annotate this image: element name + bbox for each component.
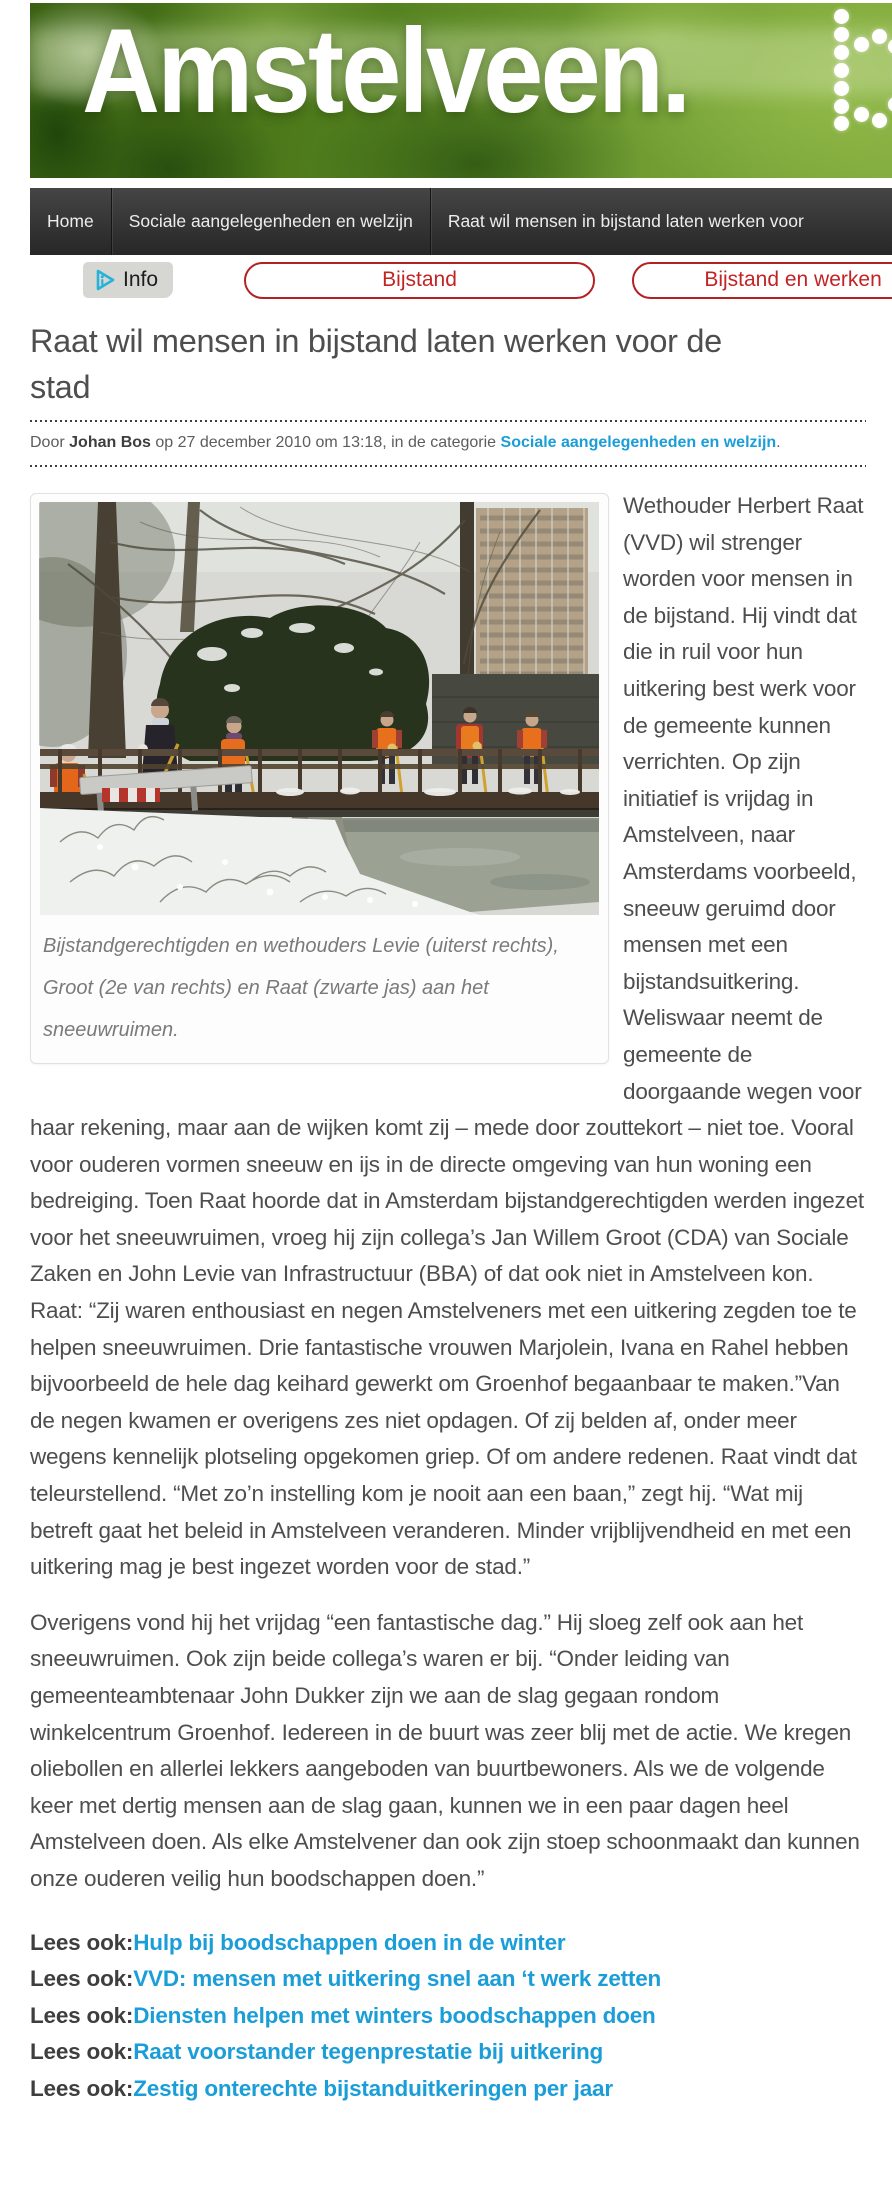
article-figure [30, 493, 609, 1064]
read-also-label: Lees ook: [30, 2075, 134, 2101]
byline-middle: op 27 december 2010 om 13:18, in de categorie [155, 434, 497, 451]
read-also-row [30, 2071, 866, 2108]
byline-suffix: . [776, 434, 781, 451]
article [30, 318, 866, 2108]
adchoices-triangle-icon [92, 268, 116, 292]
read-also-label: Lees ook: [30, 1966, 134, 1992]
byline-author: Johan Bos [69, 434, 151, 451]
nav-item-current-article[interactable]: Raat wil mensen in bijstand laten werken voor [430, 188, 821, 255]
article-photo-snow-bridge [39, 502, 600, 915]
divider-dotted-bottom [30, 465, 866, 467]
site-banner [30, 3, 892, 178]
figure-caption: Bijstandgerechtigden en wethouders Levie (uiterst rechts), Groot (2e van rechts) en Raat (zwarte jas) aan het sneeuwruimen. [43, 935, 559, 1041]
info-label: Info [123, 268, 159, 291]
nav-item-home[interactable]: Home [47, 211, 94, 231]
paragraph-1-text: Wethouder Herbert Raat (VVD) wil strenger worden voor mensen in de bijstand. Hij vindt dat die in ruil voor hun uitkering best werk voor de gemeente kunnen verrichten. Op zijn initiatief is vrijdag in Amstelveen, naar Amsterdams voorbeeld, sneeuw geruimd door mensen met een bijstandsuitkering. Weliswaar neemt de gemeente de doorgaande wegen voor haar rekening, maar aan de wijken komt zij – mede door zouttekort – niet toe. Vooral voor ouderen vormen sneeuw en ijs in de directe omgeving van hun woning een bedreiging. Toen Raat hoorde dat in Amsterdam bijstandgerechtigden werden ingezet voor het sneeuwruimen, vroeg hij zijn collega’s Jan Willem Groot (CDA) van Sociale Zaken en John Levie van Infrastructuur (BBA) of dat ook niet in Amstelveen kon. Raat: “Zij waren enthousiast en negen Amstelveners met een uitkering zegden toe te helpen sneeuwruimen. Drie fantastische vrouwen Marjolein, Ivana en Rahel hebben bijvoorbeeld de hele dag keihard gewerkt om Groenhof begaanbaar te maken.”Van de negen kwamen er overigens zes niet opdagen. Of zij belden af, onder meer wegens kennelijk plotseling opgekomen griep. Of om andere redenen. Raat vindt dat teleurstellend. “Met zo’n instelling kom je nooit aan een baan,” zegt hij. “Wat mij betreft gaat het beleid in Amstelveen veranderen. Minder vrijblijvendheid en met een uitkering mag je best ingezet worden voor de stad.” [30, 493, 864, 1580]
site-logo: Amstelveen. [82, 4, 689, 138]
nav-item-category[interactable]: Sociale aangelegenheden en welzijn [111, 188, 430, 255]
paragraph-2: Overigens vond hij het vrijdag “een fantastische dag.” Hij sloeg zelf ook aan het sneeuwruimen. Ook zijn beide collega’s waren er bij. “Onder leiding van gemeenteambtenaar John Dukker zijn we aan de slag gegaan rondom winkelcentrum Groenhof. Iedereen in de buurt was zeer blij met de actie. We kregen oliebollen en allerlei lekkers aangeboden van buurtbewoners. Als we de volgende keer met dertig mensen aan de slag gaan, kunnen we in een paar dagen heel Amstelveen doen. Als elke Amstelvener dan ook zijn stoep schoonmaakt dan kunnen onze ouderen veilig hun boodschappen doen.” [30, 1609, 860, 1891]
page-title: Raat wil mensen in bijstand laten werken voor de stad [30, 323, 722, 405]
byline-category-link[interactable]: Sociale aangelegenheden en welzijn [500, 434, 777, 451]
tags-row [30, 259, 892, 301]
main-nav [30, 188, 892, 255]
read-also-label: Lees ook: [30, 1929, 134, 1955]
read-also-label: Lees ook: [30, 2039, 134, 2065]
tag-bijstand-en-werken[interactable]: Bijstand en werken [632, 262, 892, 299]
read-also-link-3[interactable]: Diensten helpen met winters boodschappen doen [133, 2002, 656, 2028]
read-also-link-1[interactable]: Hulp bij boodschappen doen in de winter [133, 1929, 566, 1955]
page [0, 3, 892, 2108]
byline [30, 422, 866, 465]
read-also-row [30, 2034, 866, 2071]
logo-dotted-b-glyph [830, 9, 892, 134]
read-also-link-2[interactable]: VVD: mensen met uitkering snel aan ‘t werk zetten [133, 1966, 662, 1992]
read-also-row [30, 1998, 866, 2035]
paragraph-1 [30, 488, 866, 1586]
read-also-label: Lees ook: [30, 2002, 134, 2028]
tag-bijstand[interactable]: Bijstand [244, 262, 595, 299]
read-also-link-4[interactable]: Raat voorstander tegenprestatie bij uitkering [133, 2039, 604, 2065]
read-also-link-5[interactable]: Zestig onterechte bijstanduitkeringen per jaar [133, 2075, 613, 2101]
byline-prefix: Door [30, 434, 65, 451]
article-body [30, 488, 866, 2108]
read-also-row [30, 1961, 866, 1998]
read-also-section [30, 1925, 866, 2108]
adchoices-info-button[interactable] [83, 262, 173, 298]
read-also-row [30, 1925, 866, 1962]
